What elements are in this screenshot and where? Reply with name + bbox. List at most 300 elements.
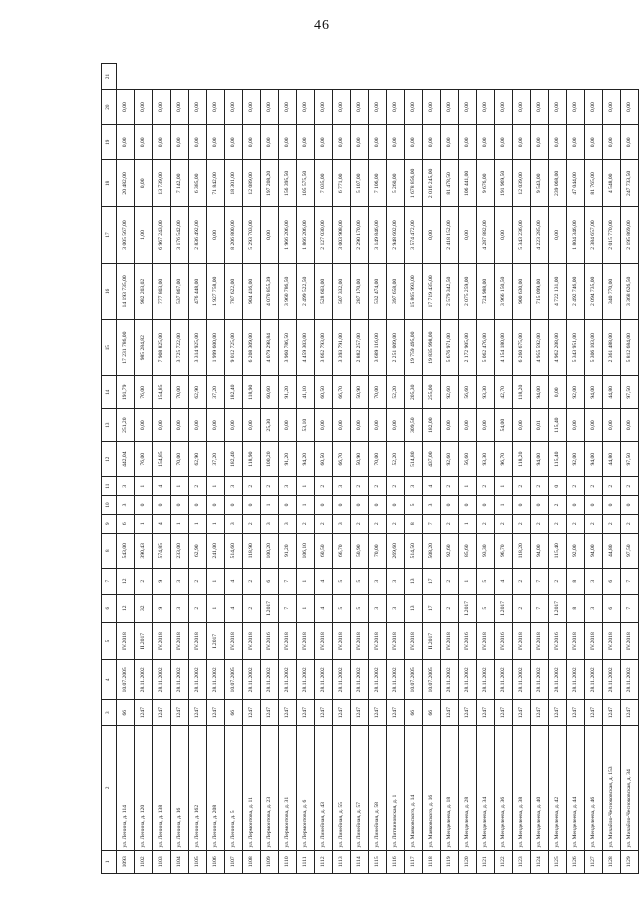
table-cell: 3 <box>117 496 135 515</box>
table-cell: 239 068,00 <box>549 160 567 207</box>
table-cell: 0 <box>621 496 639 515</box>
table-cell: 5 343 951,00 <box>567 320 585 376</box>
table-cell: 2 <box>189 568 207 594</box>
column-number-cell: 7 <box>102 568 117 594</box>
table-cell: 106,10 <box>297 533 315 568</box>
table-cell: 154,85 <box>153 376 171 409</box>
table-cell: 0 <box>243 496 261 515</box>
table-cell: 2 195 869,00 <box>621 207 639 263</box>
table-cell: 2 <box>549 568 567 594</box>
table-cell: 1 <box>189 514 207 533</box>
table-cell: 0 <box>189 496 207 515</box>
table-cell: 3 314 925,00 <box>189 320 207 376</box>
table-cell: 537 867,00 <box>171 263 189 319</box>
table-cell: 1126 <box>567 850 585 873</box>
table-cell: 97,50 <box>621 376 639 409</box>
table-cell: 70,00 <box>171 442 189 477</box>
table-cell: 1104 <box>171 850 189 873</box>
table-cell: 1247 <box>243 700 261 726</box>
table-cell: 0,00 <box>315 125 333 160</box>
table-cell: 2 <box>585 514 603 533</box>
table-cell: 1 <box>297 477 315 496</box>
table-cell: 9 <box>153 568 171 594</box>
table-cell: 2 <box>495 514 513 533</box>
table-cell: 6 260 675,00 <box>513 320 531 376</box>
table-cell: 28.11.2002 <box>585 660 603 700</box>
address-cell: ул. Ленина, д. 138 <box>153 726 171 850</box>
table-cell: 7 142,00 <box>171 160 189 207</box>
address-cell: ул. Менделеева, д. 38 <box>513 726 531 850</box>
table-cell: 92,00 <box>567 376 585 409</box>
table-row <box>549 64 567 874</box>
table-cell: 1247 <box>531 700 549 726</box>
table-cell: 2 290 170,00 <box>351 207 369 263</box>
table-cell: 10.07.2005 <box>405 660 423 700</box>
table-row <box>513 64 531 874</box>
table-cell: 28.11.2002 <box>297 660 315 700</box>
table-cell: 3 <box>171 568 189 594</box>
table-cell: 390,43 <box>135 533 153 568</box>
table-cell: 62,90 <box>189 442 207 477</box>
table-cell: 4 <box>153 477 171 496</box>
table-cell: 1 999 600,00 <box>207 320 225 376</box>
table-cell: 182,00 <box>423 409 441 442</box>
table-cell: 0,00 <box>603 89 621 124</box>
table-row <box>243 64 261 874</box>
table-cell: 12 <box>117 568 135 594</box>
table-cell: 28.11.2002 <box>567 660 585 700</box>
table-cell: 5 812 684,00 <box>621 320 639 376</box>
table-cell: 4 <box>225 568 243 594</box>
table-cell: 1108 <box>243 850 261 873</box>
address-cell: ул. Менделеева, д. 40 <box>531 726 549 850</box>
table-row <box>153 64 171 874</box>
table-cell: 1106 <box>207 850 225 873</box>
table-cell: 3 <box>333 477 351 496</box>
table-row <box>477 64 495 874</box>
table-cell: 28.11.2002 <box>351 660 369 700</box>
table-cell: 507 332,00 <box>333 263 351 319</box>
table-cell: 514,50 <box>405 533 423 568</box>
table-cell: 12 <box>117 594 135 622</box>
table-cell: 2 <box>135 568 153 594</box>
table-cell: 0,00 <box>585 125 603 160</box>
table-cell: 982 203,02 <box>135 263 153 319</box>
table-cell: 191 969,50 <box>495 160 513 207</box>
table-row <box>369 64 387 874</box>
table-cell: 0,00 <box>495 125 513 160</box>
table-cell: 0,00 <box>315 409 333 442</box>
address-cell: ул. Михайло-Чесноковская, д. 153 <box>603 726 621 850</box>
table-cell: 9 <box>153 594 171 622</box>
table-cell: I.2017 <box>459 594 477 622</box>
table-cell: 0,00 <box>441 409 459 442</box>
table-cell: 2 <box>369 477 387 496</box>
table-body <box>117 64 639 874</box>
address-cell: ул. Линейная, д. 57 <box>351 726 369 850</box>
table-cell: 715 099,00 <box>531 263 549 319</box>
table-cell: 5 306 103,00 <box>585 320 603 376</box>
table-cell: 0,00 <box>153 125 171 160</box>
table-cell: 2 172 905,00 <box>459 320 477 376</box>
table-cell: 0,00 <box>261 207 279 263</box>
table-cell: 1 927 758,00 <box>207 263 225 319</box>
table-cell: 2 <box>441 568 459 594</box>
table-cell: 81 478,50 <box>441 160 459 207</box>
column-number-cell: 9 <box>102 514 117 533</box>
table-cell: 1247 <box>369 700 387 726</box>
table-cell: 269,60 <box>387 533 405 568</box>
table-cell: 0 <box>387 496 405 515</box>
table-cell: 0,00 <box>333 125 351 160</box>
address-cell: ул. Менделеева, д. 44 <box>567 726 585 850</box>
table-cell: 3 176 542,00 <box>171 207 189 263</box>
table-cell: 0,00 <box>225 409 243 442</box>
table-cell: 904 416,00 <box>243 263 261 319</box>
table-cell: 0,00 <box>297 89 315 124</box>
table-cell: 2 836 492,00 <box>189 207 207 263</box>
table-cell: 1111 <box>297 850 315 873</box>
address-cell: ул. Лермонтова, д. 11 <box>243 726 261 850</box>
table-cell: 53,10 <box>297 409 315 442</box>
table-cell: 3 <box>387 594 405 622</box>
address-cell: ул. Менделеева, д. 42 <box>549 726 567 850</box>
table-cell: 4 079 298,84 <box>261 320 279 376</box>
table-cell: 5 <box>333 568 351 594</box>
table-cell: 0,00 <box>225 89 243 124</box>
table-cell: 13 739,00 <box>153 160 171 207</box>
table-cell: 1110 <box>279 850 297 873</box>
column-number-cell: 6 <box>102 594 117 622</box>
table-cell: 0,00 <box>387 125 405 160</box>
table-cell: IV.2018 <box>369 622 387 660</box>
table-cell: 70,00 <box>369 442 387 477</box>
table-cell: 0,00 <box>207 207 225 263</box>
table-cell: 0,00 <box>351 409 369 442</box>
table-cell: 1247 <box>513 700 531 726</box>
table-cell: 1247 <box>603 700 621 726</box>
table-row <box>207 64 225 874</box>
table-cell: 94,00 <box>531 533 549 568</box>
table-cell: 4 <box>423 477 441 496</box>
table-cell: 28.11.2002 <box>621 660 639 700</box>
table-cell: 2 015 770,00 <box>603 207 621 263</box>
table-cell: IV.2018 <box>171 622 189 660</box>
table-cell: IV.2018 <box>387 622 405 660</box>
table-cell: 1128 <box>603 850 621 873</box>
table-cell: 255,00 <box>423 376 441 409</box>
table-cell: 3 <box>369 594 387 622</box>
table-cell: 1247 <box>549 700 567 726</box>
table-cell: 1 <box>297 568 315 594</box>
table-cell: 14 193 735,00 <box>117 263 135 319</box>
table-cell: 17 231 786,00 <box>117 320 135 376</box>
table-cell: 28.11.2002 <box>495 660 513 700</box>
table-cell: 44,80 <box>603 533 621 568</box>
table-cell: 2 361 488,00 <box>603 320 621 376</box>
table-cell: 4 223 285,00 <box>531 207 549 263</box>
table-cell: 5 343 236,00 <box>513 207 531 263</box>
table-cell: 2 <box>189 594 207 622</box>
table-cell: 17 <box>423 594 441 622</box>
table-cell: 0,00 <box>189 409 207 442</box>
table-cell: 3 <box>261 514 279 533</box>
table-cell: 66,70 <box>333 442 351 477</box>
table-cell: 0,00 <box>531 125 549 160</box>
table-cell: 1247 <box>261 700 279 726</box>
table-row <box>189 64 207 874</box>
table-cell: 28.11.2002 <box>261 660 279 700</box>
table-cell: 0,00 <box>621 409 639 442</box>
table-cell: 94,00 <box>585 442 603 477</box>
table-cell: 19 835 998,00 <box>423 320 441 376</box>
table-cell: 18 301,00 <box>225 160 243 207</box>
table-cell: 0,00 <box>333 409 351 442</box>
table-cell: 7 106,00 <box>369 160 387 207</box>
table-cell: 118,90 <box>243 376 261 409</box>
address-cell: ул. Линейная, д. 43 <box>315 726 333 850</box>
table-cell: 0,00 <box>261 125 279 160</box>
table-cell: 0,01 <box>531 409 549 442</box>
table-cell: 251,20 <box>117 409 135 442</box>
table-cell: 50,90 <box>351 376 369 409</box>
table-cell: 0,00 <box>135 409 153 442</box>
table-cell: 1247 <box>207 700 225 726</box>
table-cell: 4 154 180,00 <box>495 320 513 376</box>
table-cell: 1112 <box>315 850 333 873</box>
table-cell: 66,70 <box>333 533 351 568</box>
address-cell: ул. Маяковского, д. 16 <box>423 726 441 850</box>
table-cell: 0 <box>153 496 171 515</box>
table-cell: 787 622,00 <box>225 263 243 319</box>
table-cell: 7 <box>423 514 441 533</box>
table-cell: 0,00 <box>585 409 603 442</box>
table-cell: 4 459 303,00 <box>297 320 315 376</box>
table-cell: 3 <box>405 477 423 496</box>
table-cell: 1247 <box>441 700 459 726</box>
table-cell: 2 251 009,00 <box>387 320 405 376</box>
table-cell: 0,00 <box>225 125 243 160</box>
table-cell: 115,40 <box>549 409 567 442</box>
table-cell: 1125 <box>549 850 567 873</box>
table-cell: IV.2016 <box>495 622 513 660</box>
table-row <box>135 64 153 874</box>
table-cell: 0,00 <box>117 125 135 160</box>
column-number-cell: 1 <box>102 850 117 873</box>
table-cell: 81 765,00 <box>585 160 603 207</box>
column-number-cell: 12 <box>102 442 117 477</box>
table-cell: 0,00 <box>117 89 135 124</box>
table-cell: 0,00 <box>153 409 171 442</box>
table-cell: 0,00 <box>369 409 387 442</box>
address-cell: ул. Литвиновская, д. 1 <box>387 726 405 850</box>
table-cell: 3 725 722,00 <box>171 320 189 376</box>
table-cell: IV.2018 <box>189 622 207 660</box>
table-cell: 4 <box>495 568 513 594</box>
column-number-cell: 3 <box>102 700 117 726</box>
table-cell: 2 <box>585 477 603 496</box>
table-cell: 1 866 206,00 <box>297 207 315 263</box>
table-row <box>423 64 441 874</box>
table-cell: 2 <box>189 477 207 496</box>
column-number-cell: 20 <box>102 89 117 124</box>
table-cell: 1114 <box>351 850 369 873</box>
table-cell: 93,30 <box>477 376 495 409</box>
table-cell: 60,60 <box>261 376 279 409</box>
table-cell: 1247 <box>333 700 351 726</box>
table-cell: 543,00 <box>117 533 135 568</box>
table-cell: 0,00 <box>333 89 351 124</box>
table-cell: 7 <box>279 594 297 622</box>
table-cell: 900 630,00 <box>513 263 531 319</box>
table-cell: 2 492 746,00 <box>567 263 585 319</box>
table-cell: 6 208 309,00 <box>243 320 261 376</box>
table-cell: 91,20 <box>279 442 297 477</box>
table-cell: 115,40 <box>549 442 567 477</box>
table-cell: 2 <box>297 514 315 533</box>
table-cell: IV.2018 <box>243 622 261 660</box>
table-cell: 241,00 <box>207 533 225 568</box>
table-cell: 1 <box>135 514 153 533</box>
table-cell: 1 <box>459 568 477 594</box>
table-cell: 1105 <box>189 850 207 873</box>
table-cell: 0,00 <box>477 89 495 124</box>
table-cell: 6 771,00 <box>333 160 351 207</box>
table-cell: 2 <box>531 477 549 496</box>
table-cell: IV.2016 <box>261 622 279 660</box>
table-cell: 3 960 786,50 <box>279 320 297 376</box>
table-cell: 37,20 <box>207 442 225 477</box>
table-cell: 1 <box>495 496 513 515</box>
table-cell: 0,00 <box>135 160 153 207</box>
table-cell: 0,00 <box>351 125 369 160</box>
address-cell: ул. Менделеева, д. 28 <box>459 726 477 850</box>
table-cell: 41,10 <box>297 376 315 409</box>
table-cell: 0,00 <box>603 409 621 442</box>
table-cell: 0,00 <box>171 125 189 160</box>
table-cell: 5 <box>351 568 369 594</box>
table-cell: 0,00 <box>297 125 315 160</box>
table-cell: 66,70 <box>333 376 351 409</box>
table-cell: 0,00 <box>567 125 585 160</box>
column-number-cell: 15 <box>102 320 117 376</box>
column-number-cell: 13 <box>102 409 117 442</box>
table-row <box>261 64 279 874</box>
table-cell: 91,20 <box>279 533 297 568</box>
table-cell: 156 395,50 <box>279 160 297 207</box>
table-cell: 1115 <box>369 850 387 873</box>
table-cell: IV.2018 <box>621 622 639 660</box>
table-cell: IV.2018 <box>279 622 297 660</box>
table-cell: 4 <box>153 514 171 533</box>
table-cell: 0,00 <box>495 207 513 263</box>
table-cell: 0,00 <box>459 89 477 124</box>
table-cell: 2 <box>513 568 531 594</box>
table-cell: 0,00 <box>243 409 261 442</box>
table-cell: 1 678 856,00 <box>405 160 423 207</box>
table-cell: 56,60 <box>459 442 477 477</box>
table-cell: 76,00 <box>135 442 153 477</box>
address-cell: ул. Лермонтова, д. 31 <box>279 726 297 850</box>
table-cell: 118,20 <box>513 376 531 409</box>
table-cell: 0,00 <box>369 89 387 124</box>
table-cell: 0,00 <box>603 125 621 160</box>
table-cell: 0 <box>513 496 531 515</box>
table-cell: 0,00 <box>567 89 585 124</box>
table-cell: 1247 <box>387 700 405 726</box>
table-cell: 10.07.2005 <box>225 660 243 700</box>
table-cell: 0 <box>351 496 369 515</box>
table-cell: 2 <box>387 477 405 496</box>
table-cell: 3 <box>225 514 243 533</box>
table-cell: 28.11.2002 <box>333 660 351 700</box>
table-cell: 233,00 <box>171 533 189 568</box>
table-row <box>225 64 243 874</box>
table-row <box>279 64 297 874</box>
table-cell: 0,00 <box>495 89 513 124</box>
table-cell: 1129 <box>621 850 639 873</box>
address-cell: ул. Маяковского, д. 14 <box>405 726 423 850</box>
column-number-cell: 18 <box>102 160 117 207</box>
table-cell: 28.11.2002 <box>513 660 531 700</box>
table-cell: 3 689 116,00 <box>369 320 387 376</box>
table-cell: 508,20 <box>423 533 441 568</box>
table-row <box>441 64 459 874</box>
table-cell: 52,20 <box>387 376 405 409</box>
table-cell: 118,90 <box>243 442 261 477</box>
table-cell: 2 <box>549 496 567 515</box>
table-cell: 1102 <box>135 850 153 873</box>
table-cell: 96,70 <box>495 533 513 568</box>
table-cell: I.2017 <box>261 594 279 622</box>
table-cell: 0,00 <box>423 89 441 124</box>
table-cell: 0 <box>369 496 387 515</box>
table-cell: I.2017 <box>495 594 513 622</box>
table-cell: 8 206 800,00 <box>225 207 243 263</box>
table-cell: 94,00 <box>585 376 603 409</box>
table-cell: 2 <box>603 514 621 533</box>
table-cell: 28.11.2002 <box>531 660 549 700</box>
table-cell: 514,80 <box>405 442 423 477</box>
column-number-cell: 16 <box>102 263 117 319</box>
table-cell: 118,20 <box>513 533 531 568</box>
table-cell: IV.2018 <box>603 622 621 660</box>
table-cell: 25,30 <box>261 409 279 442</box>
table-cell: 71 842,00 <box>207 160 225 207</box>
table-cell: 3 960 786,50 <box>279 263 297 319</box>
table-cell: 2 <box>513 477 531 496</box>
column-number-row <box>102 64 117 874</box>
table-cell: 93,30 <box>477 533 495 568</box>
table-cell: 0,00 <box>459 409 477 442</box>
table-cell: 2 <box>243 477 261 496</box>
table-cell: 3 <box>387 568 405 594</box>
address-cell: ул. Линейная, д. 55 <box>333 726 351 850</box>
table-cell: I.2017 <box>207 622 225 660</box>
table-cell: 0,00 <box>207 409 225 442</box>
table-cell: 1247 <box>279 700 297 726</box>
table-cell: IV.2018 <box>531 622 549 660</box>
table-cell: 2 418 152,00 <box>441 207 459 263</box>
table-cell: 1107 <box>225 850 243 873</box>
table-cell: 12 089,00 <box>243 160 261 207</box>
table-cell: 12 039,00 <box>513 160 531 207</box>
table-cell: 1 966 206,00 <box>279 207 297 263</box>
table-cell: 3 <box>333 514 351 533</box>
table-row <box>567 64 585 874</box>
table-cell: 0,00 <box>513 125 531 160</box>
table-cell: 0,00 <box>153 89 171 124</box>
